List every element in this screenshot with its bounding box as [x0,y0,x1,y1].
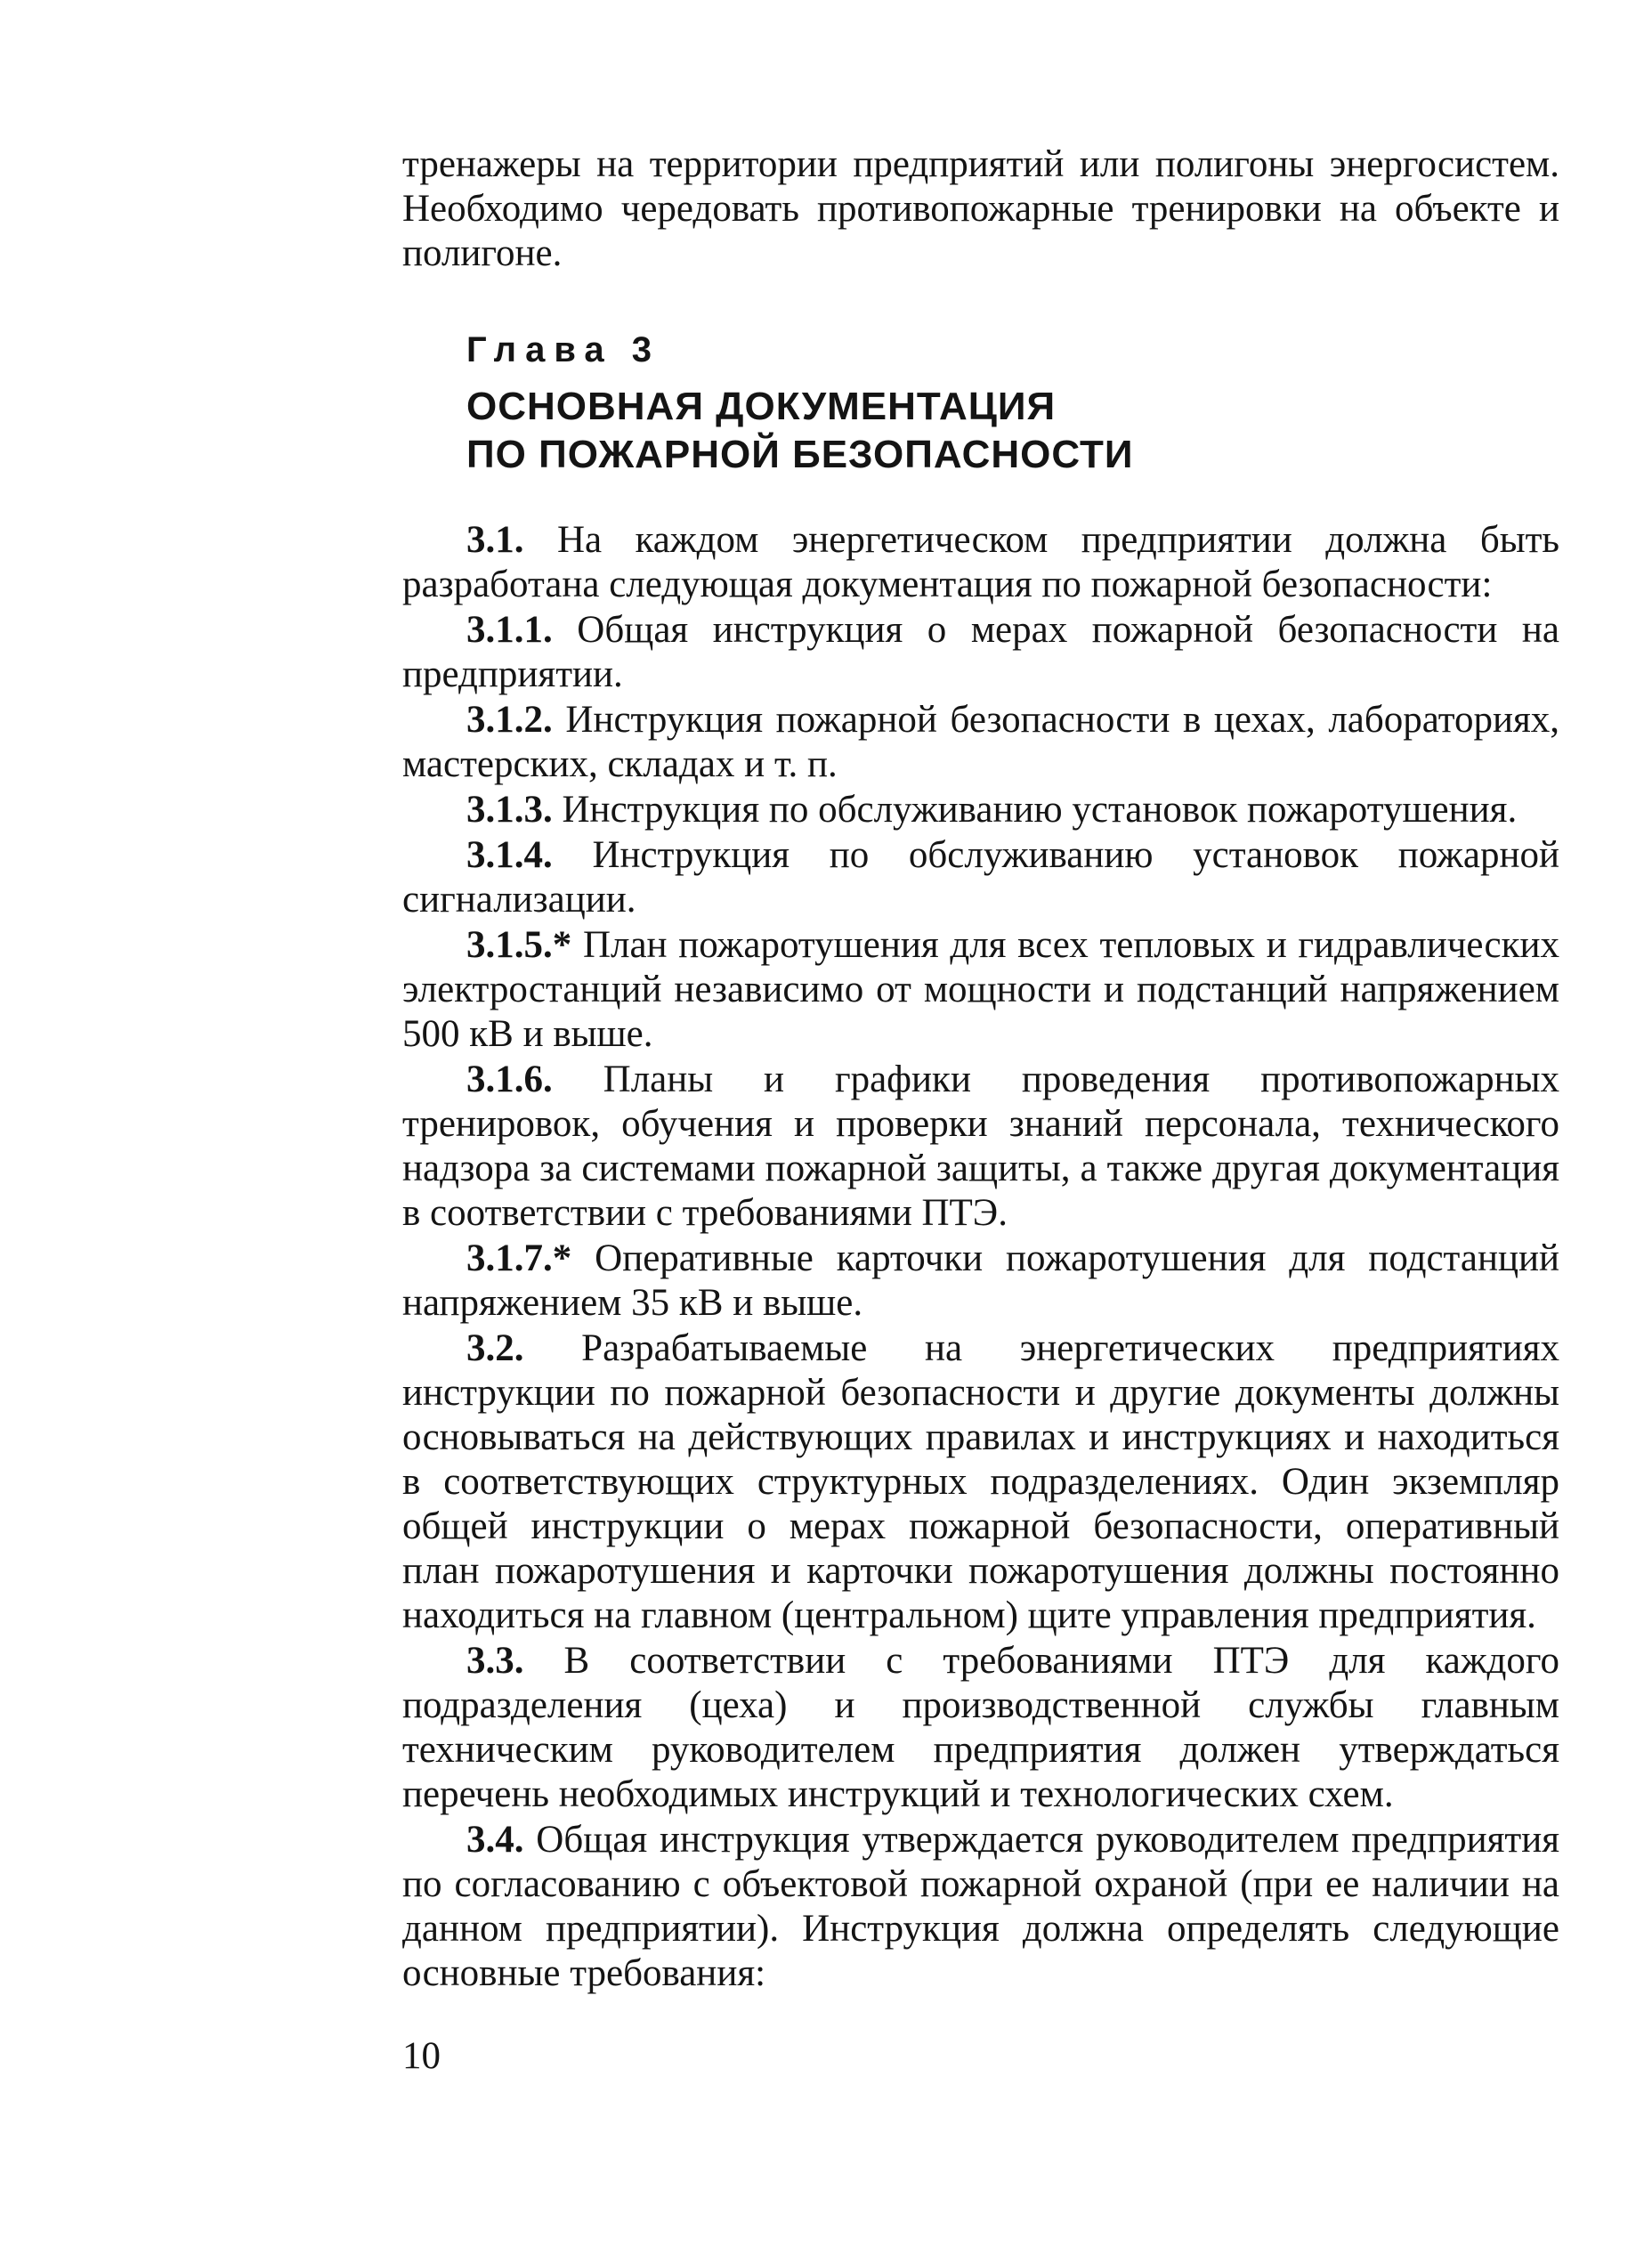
paragraph-number: 3.1.7.* [466,1237,572,1279]
paragraph-number: 3.1.4. [466,834,553,876]
paragraph-text: Инструкция по обслуживанию установок пожаротушения. [552,789,1518,831]
paragraph [402,788,1559,832]
paragraph-text: Общая инструкция о мерах пожарной безопасности на предприятии. [402,609,1559,695]
body-text [402,518,1559,1997]
paragraph-number: 3.1. [466,519,524,561]
paragraph-text: План пожаротушения для всех тепловых и гидравлических электростанций независимо от мощности и подстанций напряжением 500 кВ и выше. [402,924,1559,1055]
paragraph-text: Оперативные карточки пожаротушения для подстанций напряжением 35 кВ и выше. [402,1237,1559,1324]
paragraph-number: 3.1.6. [466,1059,553,1100]
paragraph-text: Планы и графики проведения противопожарных тренировок, обучения и проверки знаний персонала, технического надзора за системами пожарной защиты, а также другая документация в соответствии с требованиями ПТЭ. [402,1059,1559,1234]
paragraph-text: Инструкция по обслуживанию установок пожарной сигнализации. [402,834,1559,921]
page-number: 10 [402,2035,441,2077]
paragraph-number: 3.1.1. [466,609,553,651]
paragraph [402,1818,1559,1996]
paragraph [402,1237,1559,1326]
paragraph-text: Инструкция пожарной безопасности в цехах, лабораториях, мастерских, складах и т. п. [402,699,1559,785]
chapter-title [466,383,1134,479]
paragraph-number: 3.4. [466,1819,524,1861]
paragraph-number: 3.2. [466,1327,524,1369]
paragraph-text: Разрабатываемые на энергетических предприятиях инструкции по пожарной безопасности и другие документы должны основываться на действующих правилах и инструкциях и находиться в соответствующих структурных подразделениях. Один экземпляр общей инструкции о мерах пожарной безопасности, оперативный план пожаротушения и карточки пожаротушения должны постоянно находиться на главном (центральном) щите управления предприятия. [402,1327,1559,1636]
paragraph-number: 3.3. [466,1640,524,1682]
paragraph [402,518,1559,607]
paragraph-text: В соответствии с требованиями ПТЭ для каждого подразделения (цеха) и производственной службы главным техническим руководителем предприятия должен утверждаться перечень необходимых инструкций и технологических схем. [402,1640,1559,1815]
paragraph [402,1058,1559,1236]
paragraph [402,1326,1559,1638]
chapter-label: Глава 3 [466,330,661,369]
paragraph-number: 3.1.3. [466,789,553,831]
paragraph-text: На каждом энергетическом предприятии должна быть разработана следующая документация по пожарной безопасности: [402,519,1559,605]
paragraph [402,923,1559,1057]
intro-paragraph: тренажеры на территории предприятий или полигоны энергосистем. Необходимо чередовать противопожарные тренировки на объекте и полигоне. [402,143,1559,274]
chapter-title-line-2: ПО ПОЖАРНОЙ БЕЗОПАСНОСТИ [466,433,1134,476]
paragraph [402,833,1559,922]
paragraph [402,1639,1559,1817]
paragraph-number: 3.1.2. [466,699,553,741]
paragraph [402,608,1559,697]
paragraph-text: Общая инструкция утверждается руководителем предприятия по согласованию с объектовой пожарной охраной (при ее наличии на данном предприятии). Инструкция должна определять следующие основные требования: [402,1819,1559,1994]
paragraph [402,698,1559,787]
paragraph-number: 3.1.5.* [466,924,572,966]
chapter-title-line-1: ОСНОВНАЯ ДОКУМЕНТАЦИЯ [466,385,1057,428]
page-content [402,142,1559,1994]
